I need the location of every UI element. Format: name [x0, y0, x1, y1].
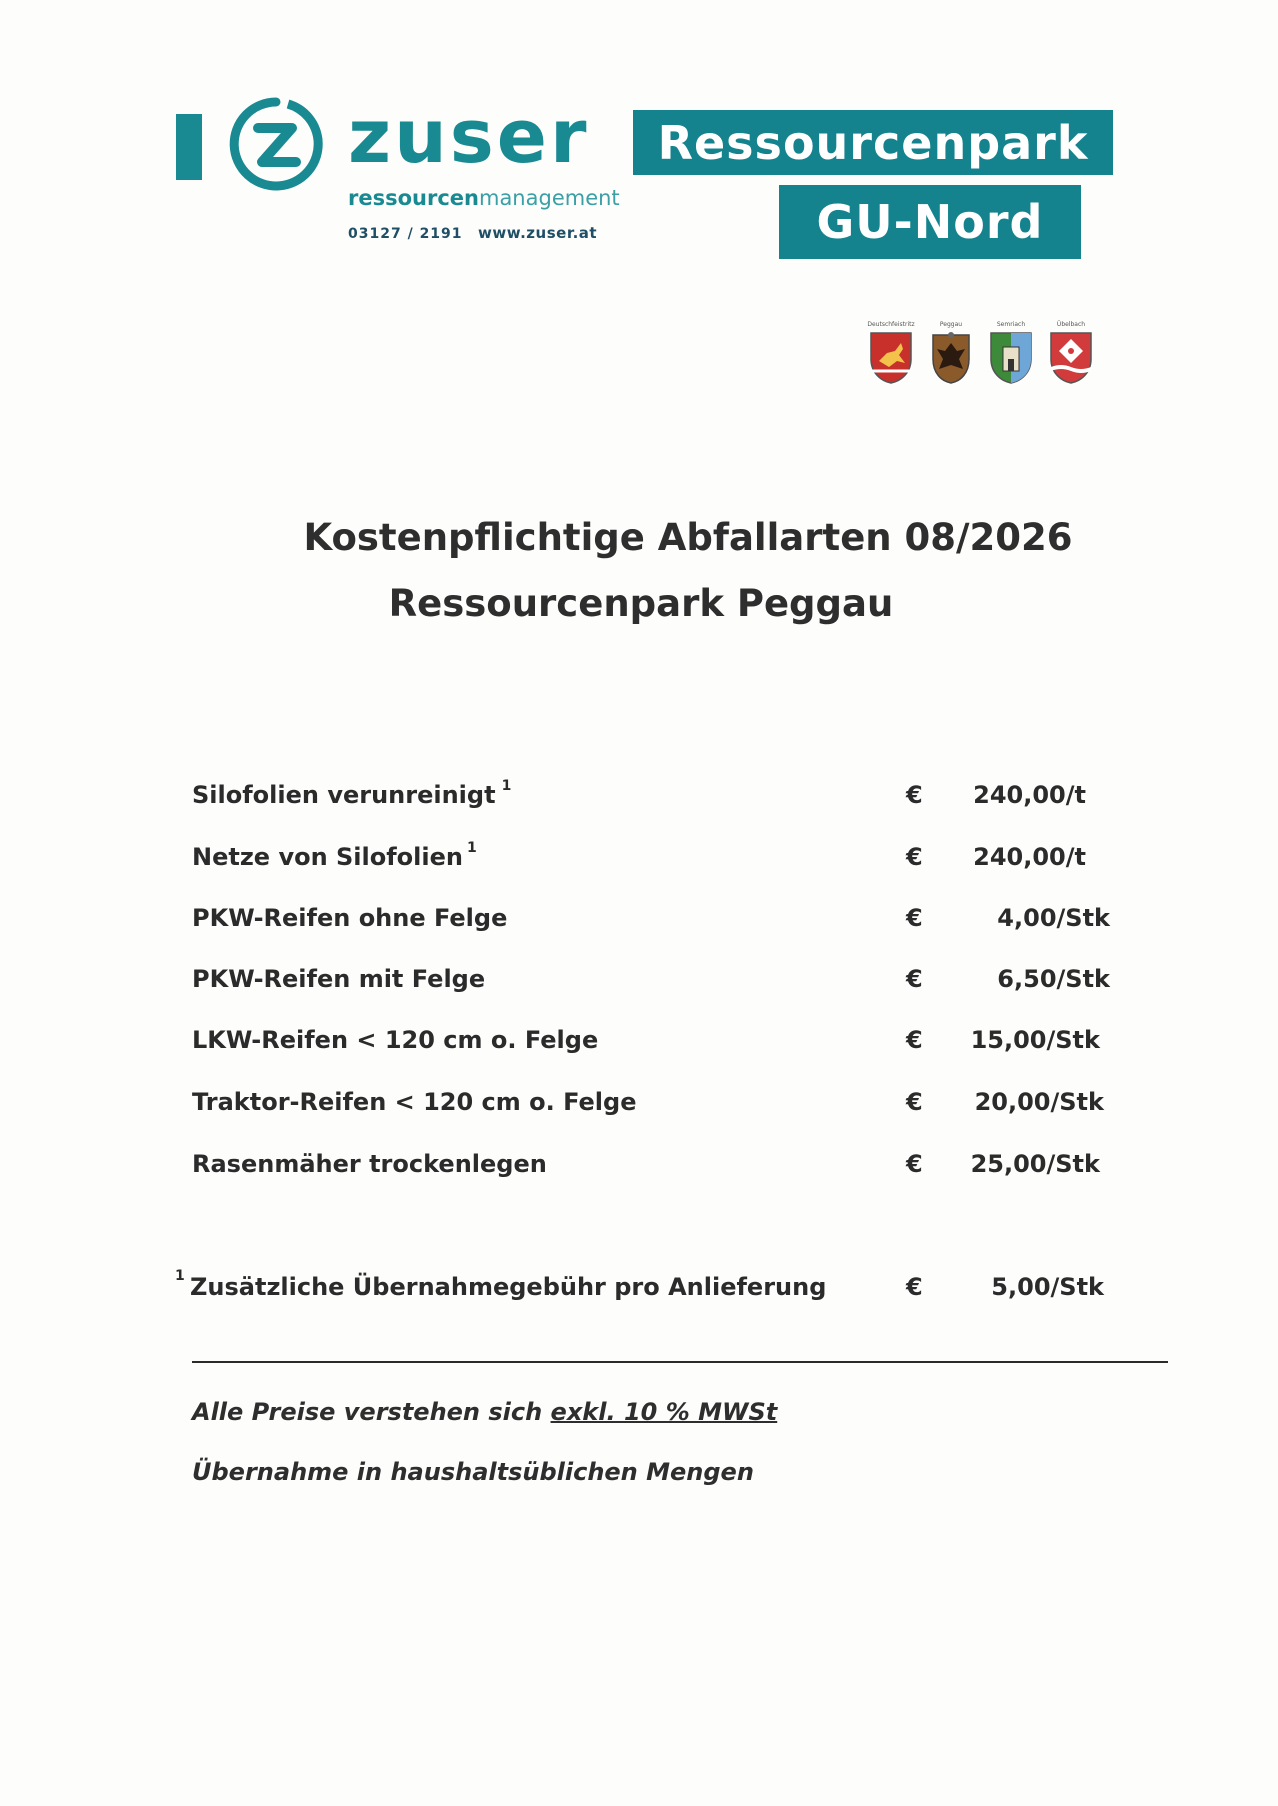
item-price: 4,00/Stk	[997, 904, 1110, 932]
note-vat-underlined: exkl. 10 % MWSt	[550, 1398, 778, 1426]
currency-symbol: €	[906, 1026, 923, 1054]
crest-row	[860, 320, 1100, 390]
item-price: 6,50/Stk	[997, 965, 1110, 993]
currency-symbol: €	[906, 781, 923, 809]
item-label-text: Netze von Silofolien	[192, 843, 463, 871]
item-label: Rasenmäher trockenlegen	[192, 1150, 547, 1178]
crest-caption: Übelbach	[1056, 321, 1086, 328]
crest-caption: Deutschfeistritz	[867, 321, 915, 328]
price-row	[0, 1150, 1278, 1190]
crest-deutschfeistritz	[860, 320, 922, 385]
price-row	[0, 778, 1278, 821]
green-shield-tower-icon	[987, 329, 1035, 385]
note-quantities: Übernahme in haushaltsüblichen Mengen	[192, 1458, 754, 1486]
price-row	[0, 965, 1278, 1005]
currency-symbol: €	[906, 1273, 923, 1301]
item-label: PKW-Reifen ohne Felge	[192, 904, 508, 932]
footnote-mark: 1	[466, 840, 477, 856]
item-label: PKW-Reifen mit Felge	[192, 965, 486, 993]
price-row	[0, 840, 1278, 883]
item-label: Traktor-Reifen < 120 cm o. Felge	[192, 1088, 637, 1116]
banner-gu-nord: GU-Nord	[779, 185, 1081, 259]
item-label: LKW-Reifen < 120 cm o. Felge	[192, 1026, 599, 1054]
zuser-logo-icon	[228, 96, 324, 192]
currency-symbol: €	[906, 904, 923, 932]
page-subtitle: Ressourcenpark Peggau	[388, 582, 894, 625]
footnote-marker: 1	[175, 1268, 185, 1284]
item-label-text: Silofolien verunreinigt	[192, 781, 496, 809]
item-price: 20,00/Stk	[974, 1088, 1104, 1116]
brand-website: www.zuser.at	[478, 224, 598, 242]
item-price: 240,00/t	[973, 843, 1086, 871]
crest-caption: Peggau	[939, 321, 963, 328]
page-title: Kostenpflichtige Abfallarten 08/2026	[303, 516, 1073, 559]
brand-subtitle-bold: ressourcen	[348, 186, 479, 210]
item-price: 240,00/t	[973, 781, 1086, 809]
footnote-label: Zusätzliche Übernahmegebühr pro Anlieferung	[190, 1273, 827, 1301]
currency-symbol: €	[906, 1150, 923, 1178]
item-price: 25,00/Stk	[970, 1150, 1100, 1178]
item-price: 15,00/Stk	[970, 1026, 1100, 1054]
footnote-price: 5,00/Stk	[991, 1273, 1104, 1301]
crest-caption: Semriach	[996, 321, 1026, 328]
currency-symbol: €	[906, 965, 923, 993]
footnote-mark: 1	[501, 778, 512, 794]
crest-uebelbach	[1040, 320, 1102, 385]
brand-name: zuser	[348, 94, 590, 180]
item-label	[192, 778, 512, 809]
brand-phone: 03127 / 2191	[348, 226, 463, 242]
red-shield-deer-icon	[867, 329, 915, 385]
note-vat-prefix: Alle Preise verstehen sich	[192, 1398, 551, 1426]
currency-symbol: €	[906, 1088, 923, 1116]
banner-ressourcenpark: Ressourcenpark	[633, 110, 1113, 175]
divider-line	[192, 1361, 1168, 1363]
red-shield-wheel-icon	[1047, 329, 1095, 385]
currency-symbol: €	[906, 843, 923, 871]
note-vat	[192, 1398, 777, 1426]
brand-subtitle	[348, 186, 620, 210]
brand-subtitle-light: management	[478, 186, 620, 210]
price-row	[0, 1026, 1278, 1066]
item-label	[192, 840, 477, 871]
crest-semriach	[980, 320, 1042, 385]
price-row	[0, 904, 1278, 944]
crest-peggau	[920, 320, 982, 385]
price-row	[0, 1088, 1278, 1128]
logo-bar	[176, 114, 202, 180]
brown-shield-eagle-icon	[927, 329, 975, 385]
